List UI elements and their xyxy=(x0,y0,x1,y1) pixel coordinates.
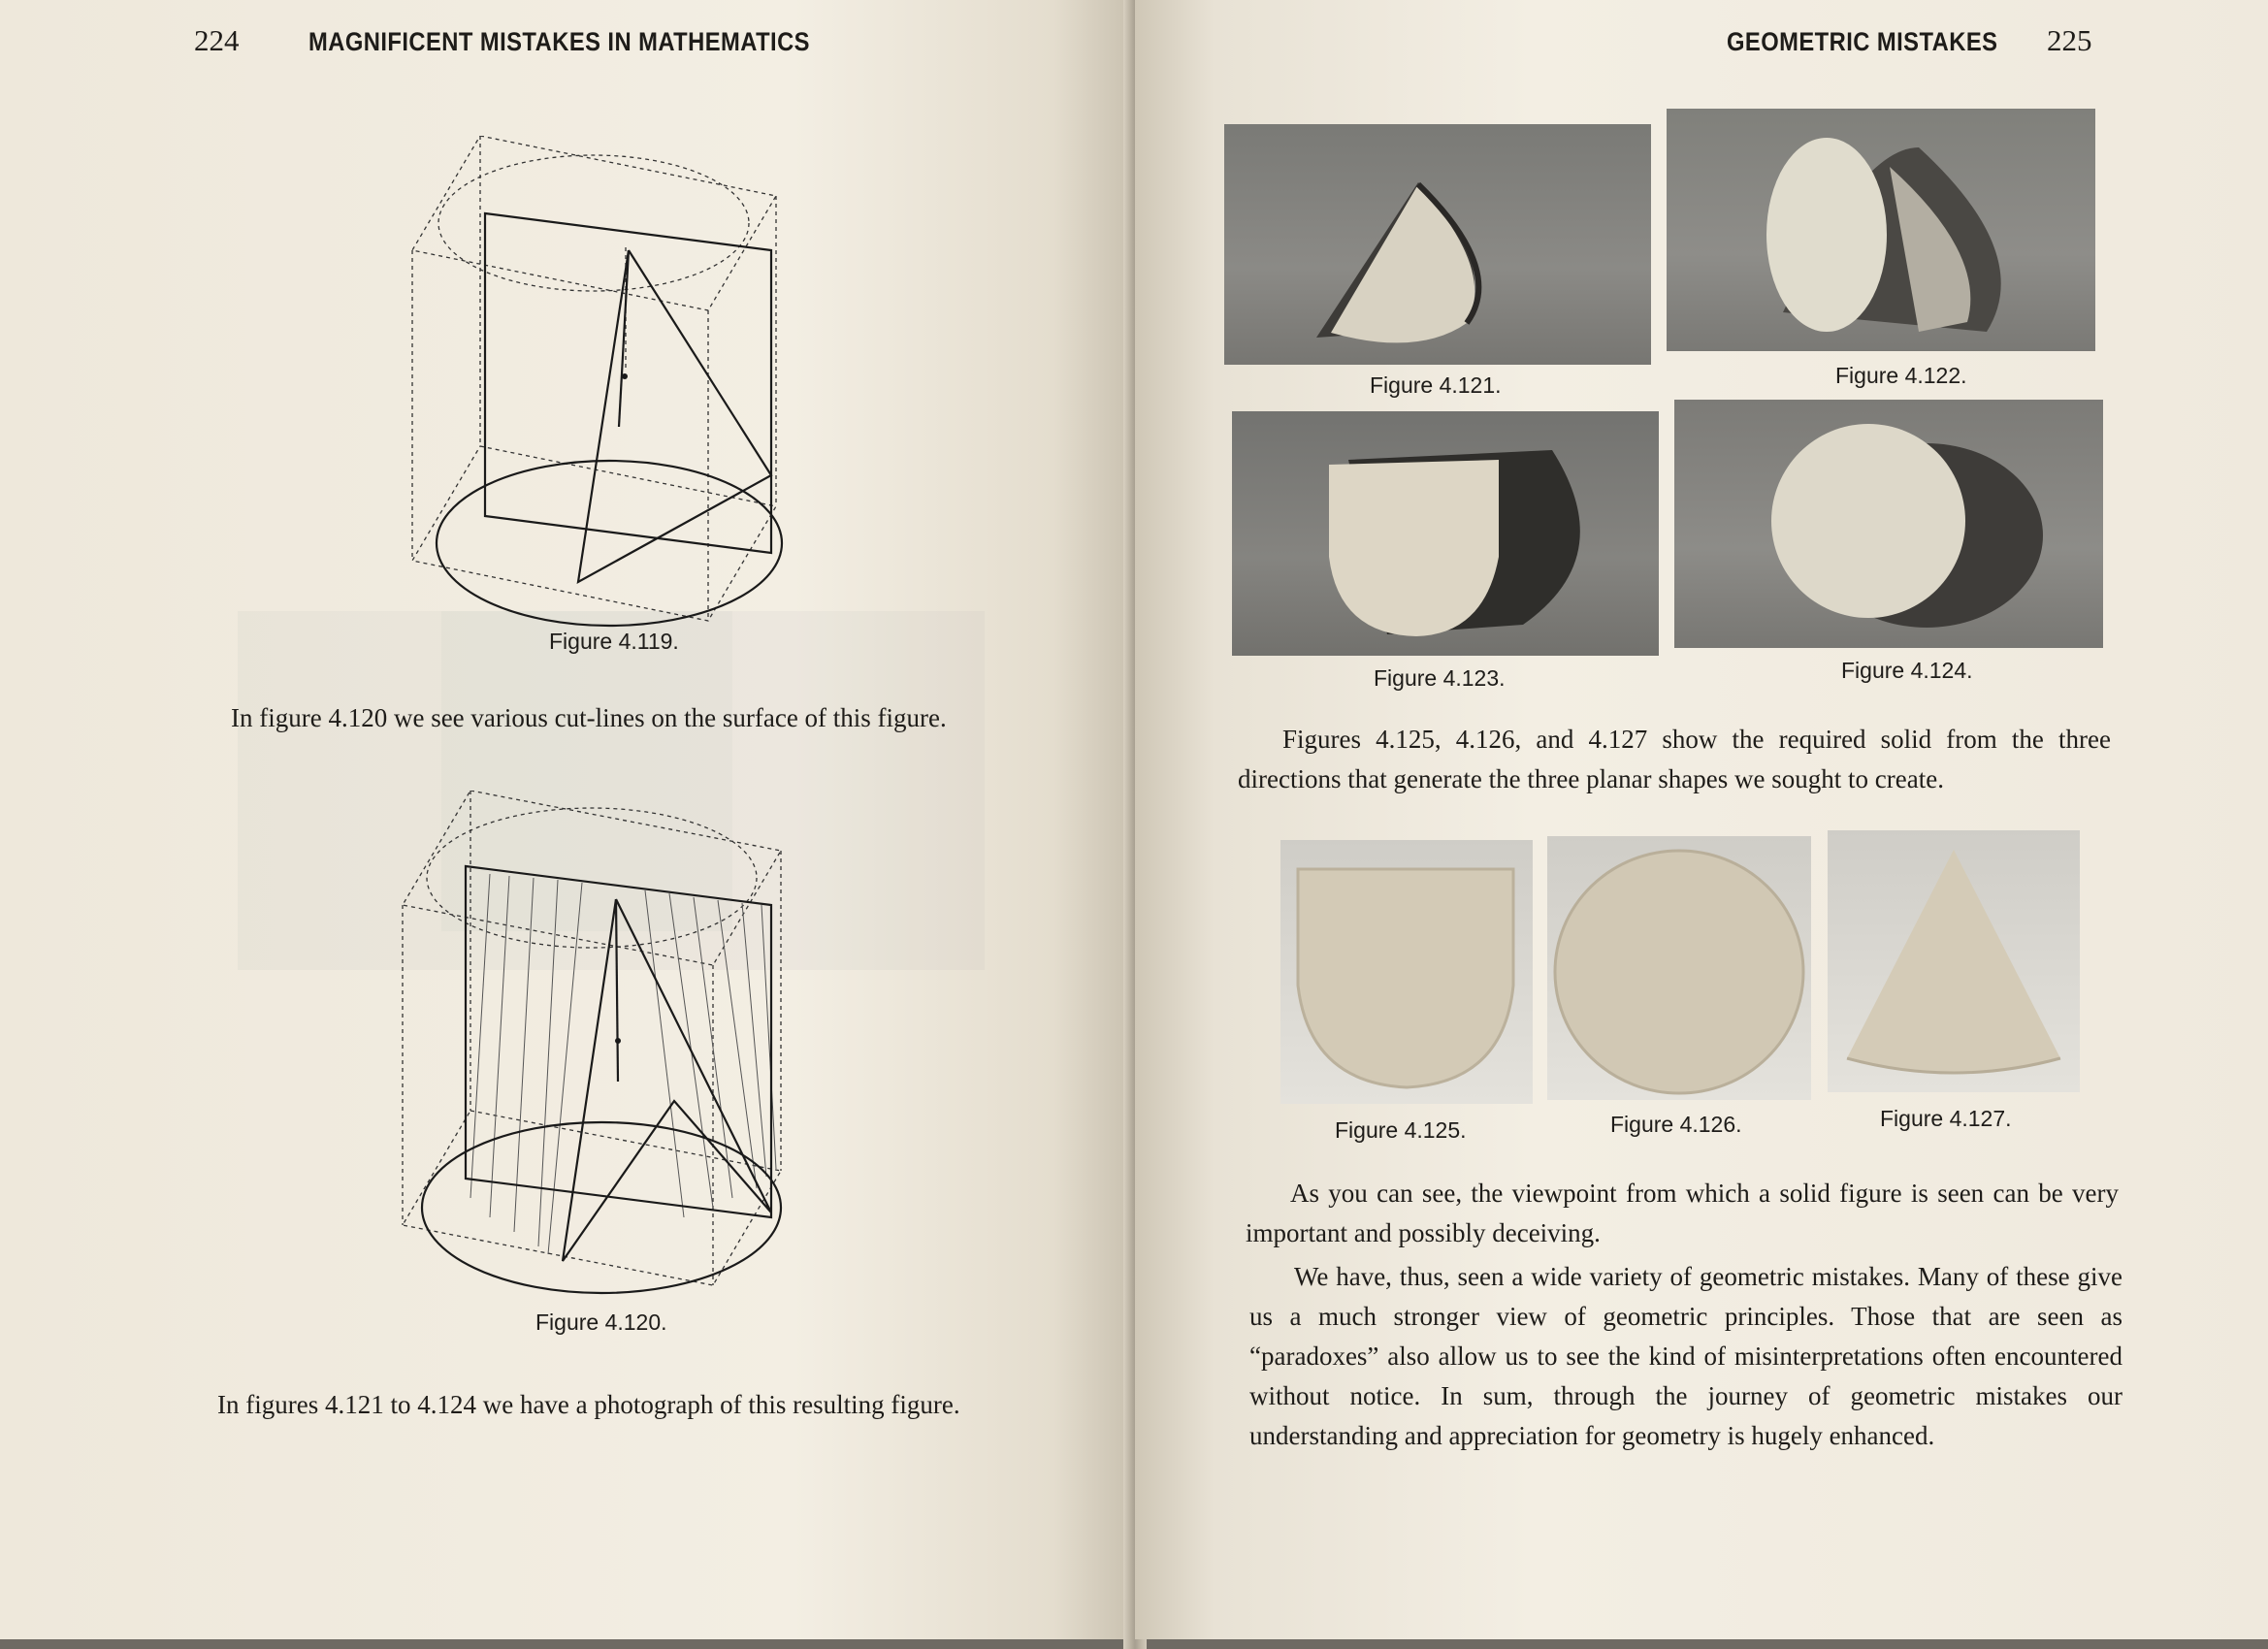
page-number: 224 xyxy=(194,23,240,57)
paragraph-text: Figures 4.125, 4.126, and 4.127 show the required solid from the three directions that generate the three planar shapes we sought to create. xyxy=(1238,725,2111,793)
photo-figure-4-121 xyxy=(1224,124,1651,365)
paragraph-text: As you can see, the viewpoint from which a solid figure is seen can be very important and possibly deceiving. xyxy=(1246,1179,2119,1247)
figure-4-125-caption: Figure 4.125. xyxy=(1335,1117,1467,1143)
photo-figure-4-126 xyxy=(1547,836,1811,1100)
body-text: In figure 4.120 we see various cut-lines on the surface of this figure. xyxy=(231,703,947,732)
figure-4-122-caption: Figure 4.122. xyxy=(1835,363,1967,388)
figure-4-121-caption: Figure 4.121. xyxy=(1370,372,1502,398)
left-page xyxy=(0,0,1133,1639)
photo-figure-4-125 xyxy=(1280,840,1533,1104)
figure-4-127-caption: Figure 4.127. xyxy=(1880,1106,2012,1131)
right-page xyxy=(1135,0,2268,1639)
body-paragraph xyxy=(1238,720,2111,799)
figure-4-119-caption: Figure 4.119. xyxy=(549,629,679,654)
photo-figure-4-127 xyxy=(1828,830,2080,1092)
figure-4-123-caption: Figure 4.123. xyxy=(1374,665,1506,691)
paragraph-text: We have, thus, seen a wide variety of geometric mistakes. Many of these give us a much stronger view of geometric principles. Those that are seen as “paradoxes” also allow us to see the kind of misinterpretations often encountered without notice. In sum, through the journey of geometric mistakes our understanding and appreciation for geometry is hugely enhanced. xyxy=(1249,1262,2122,1450)
figure-4-119-diagram xyxy=(407,136,854,630)
photo-figure-4-122 xyxy=(1667,109,2095,351)
running-head: GEOMETRIC MISTAKES xyxy=(1727,27,1998,56)
body-paragraph xyxy=(1246,1174,2119,1253)
figure-4-124-caption: Figure 4.124. xyxy=(1841,658,1973,683)
body-paragraph xyxy=(1249,1257,2122,1456)
figure-4-126-caption: Figure 4.126. xyxy=(1610,1112,1742,1137)
body-text: In figures 4.121 to 4.124 we have a photograph of this resulting figure. xyxy=(217,1390,960,1419)
page-number: 225 xyxy=(2047,23,2092,57)
figure-4-120-caption: Figure 4.120. xyxy=(535,1310,667,1335)
photo-figure-4-123 xyxy=(1232,411,1659,656)
running-head: MAGNIFICENT MISTAKES IN MATHEMATICS xyxy=(308,27,810,56)
figure-4-120-diagram xyxy=(393,791,849,1295)
photo-figure-4-124 xyxy=(1674,400,2103,648)
